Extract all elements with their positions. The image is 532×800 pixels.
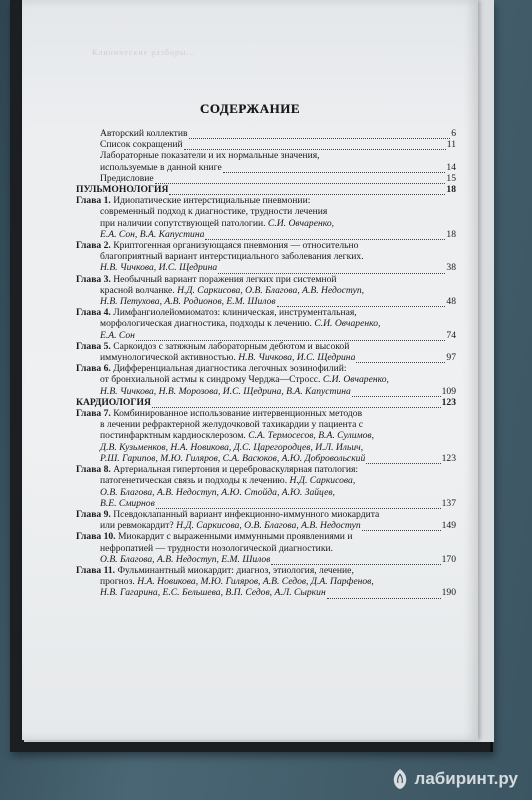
toc-page-number: 38 [446,262,456,274]
toc-page-number: 109 [441,385,456,397]
chapter-title-line: современный подход к диагностике, трудности лечения [100,206,328,218]
chapter-authors: Е.А. Сон [100,329,135,341]
chapter-authors: О.В. Благова, А.В. Недоступ, Е.М. Шилов [100,553,271,565]
leader-dots [152,399,441,408]
chapter-title-line: морфологическая диагностика, подходы к лечению. [100,318,312,330]
chapter-title: Псевдоклапанный вариант инфекционно-иммунного миокардита [113,508,380,520]
chapter-authors: Р.Ш. Гарипов, М.Ю. Гиляров, С.А. Васюков, А.Ю. Добровольский [100,452,366,464]
toc-section-cardiology[interactable] [76,397,456,408]
toc-page-number: 48 [446,296,456,308]
chapter-title: Лимфангиолейомиоматоз: клиническая, инструментальная, [113,307,357,319]
toc-chapter-11[interactable] [76,565,456,599]
chapter-title: Криптогенная организующаяся пневмония — относительно [113,240,359,252]
labirint-logo-icon [390,768,410,790]
chapter-title-line: благоприятный вариант интерстициального заболевания легких. [100,251,364,263]
toc-page-number: 170 [441,553,456,565]
chapter-number: Глава 9. [76,508,111,520]
chapter-title-line: от бронхиальной астмы к синдрому Черджа—Стросс. [100,374,321,386]
chapter-authors: С.А. Термосесов, В.А. Сулимов, [248,430,374,442]
toc-chapter-7[interactable] [76,408,456,464]
leader-dots [352,388,441,397]
toc-page-number: 14 [446,161,456,173]
toc-chapter-4[interactable] [76,307,456,341]
leader-dots [327,590,441,599]
chapter-title-line: или ревмокардит? [100,520,174,532]
chapter-number: Глава 7. [76,408,111,420]
chapter-authors: Н.В. Чичкова, Н.В. Морозова, И.С. Щедрина, В.А. Капустина [100,385,351,397]
chapter-authors: С.И. Овчаренко, [314,318,381,330]
table-of-contents [76,128,456,599]
chapter-title: Идиопатические интерстициальные пневмонии: [113,195,311,207]
toc-chapter-2[interactable] [76,240,456,274]
toc-page-number: 123 [441,396,456,408]
chapter-title: Дифференциальная диагностика легочных эозинофилий: [113,363,347,375]
chapter-authors: Д.В. Кузьменков, Н.А. Новикова, Д.С. Царегородцев, И.Л. Ильич, [100,441,364,453]
chapter-title-line: в лечении рефрактерной желудочковой тахикардии у пациента с [100,419,364,431]
leader-dots [356,354,445,363]
toc-chapter-6[interactable] [76,363,456,397]
chapter-number: Глава 8. [76,464,111,476]
chapter-title-line: постинфарктным кардиосклерозом. [100,430,246,442]
chapter-authors: Н.Д. Саркисова, [289,475,356,487]
chapter-title-line: при наличии сопутствующей патологии. [100,217,266,229]
chapter-title-line: патогенетическая связь и подходы к лечению. [100,475,288,487]
toc-page-number: 6 [451,128,456,139]
leader-dots [184,141,446,150]
chapter-title-line: нефропатией — трудности нозологической диагностики. [100,542,334,554]
leader-dots [366,455,440,464]
toc-page-number: 149 [441,520,456,532]
toc-chapter-10[interactable] [76,531,456,565]
chapter-authors: С.И. Овчаренко, [267,217,335,229]
chapter-authors: Н.В. Чичкова, И.С. Щедрина [100,262,218,274]
chapter-authors: Н.Д. Саркисова, О.В. Благова, А.В. Недоступ [176,520,361,532]
toc-chapter-5[interactable] [76,341,456,363]
chapter-title-line: красной волчанке. [100,284,175,296]
chapter-number: Глава 3. [76,273,111,285]
chapter-authors: Н.В. Чичкова, И.С. Щедрина [238,352,356,364]
leader-dots [205,231,445,240]
section-heading: ПУЛЬМОНОЛОГИЯ [76,184,169,196]
toc-page-number: 74 [446,329,456,341]
leader-dots [189,130,451,139]
toc-chapter-1[interactable] [76,195,456,240]
toc-entry-authors[interactable] [76,128,456,139]
toc-page-number: 190 [441,587,456,599]
chapter-number: Глава 11. [76,564,116,576]
chapter-authors: Н.В. Петухова, А.В. Родионов, Е.М. Шилов [100,296,276,308]
toc-chapter-3[interactable] [76,274,456,308]
toc-entry-label: Список сокращений [100,139,183,151]
toc-page-number: 15 [446,172,456,184]
leader-dots [218,265,445,274]
toc-page-number: 11 [446,139,456,151]
watermark [390,768,518,790]
toc-page-number: 123 [441,452,456,464]
chapter-number: Глава 5. [76,340,111,352]
leader-dots [136,332,445,341]
chapter-number: Глава 1. [76,195,111,207]
watermark-text: лабиринт.ру [414,769,518,788]
chapter-title-line: иммунологической активностью. [100,352,236,364]
chapter-authors: Е.А. Сон, В.А. Капустина [100,228,205,240]
chapter-authors: Н.А. Новикова, М.Ю. Гиляров, А.В. Седов, Д.А. Парфенов, [137,576,374,588]
chapter-title: Фульминантный миокардит: диагноз, этиология, лечение, [117,564,354,576]
leader-dots [155,175,446,184]
chapter-title: Артериальная гипертония и цереброваскулярная патология: [113,464,359,476]
chapter-number: Глава 4. [76,307,111,319]
toc-page-number: 97 [446,352,456,364]
chapter-authors: В.Е. Смирнов [100,497,155,509]
bleed-through-header: Клинические разборы... [92,48,196,57]
chapter-title: Миокардит с выраженными иммунными проявлениями и [117,531,353,543]
toc-section-pulmonology[interactable] [76,184,456,195]
page-title: СОДЕРЖАНИЕ [199,101,301,116]
toc-page-number: 137 [441,497,456,509]
toc-entry-label-cont: используемые в данной книге [100,161,222,173]
toc-chapter-9[interactable] [76,509,456,531]
chapter-authors: О.В. Благова, А.В. Недоступ, А.Ю. Стойда, А.Ю. Зайцев, [100,486,335,498]
leader-dots [169,186,445,195]
toc-entry-label: Авторский коллектив [100,128,188,139]
toc-entry-label: Лабораторные показатели и их нормальные значения, [100,150,320,162]
toc-page-number: 18 [446,184,456,196]
toc-page-number: 18 [446,228,456,240]
chapter-authors: Н.Д. Саркисова, О.В. Благова, А.В. Недоступ, [177,284,365,296]
toc-chapter-8[interactable] [76,464,456,509]
book-page [22,0,478,740]
leader-dots [271,556,440,565]
chapter-title-line: прогноз. [100,576,135,588]
chapter-number: Глава 10. [76,531,116,543]
toc-entry-lab-values[interactable] [76,150,456,172]
chapter-authors: С.И. Овчаренко, [322,374,389,386]
leader-dots [223,164,446,173]
chapter-title: Необычный вариант поражения легких при системной [113,273,337,285]
chapter-title: Комбинированное использование интервенционных методов [113,408,363,420]
leader-dots [277,298,446,307]
chapter-title: Саркоидоз с затяжным лабораторным дебютом и высокой [113,340,350,352]
section-heading: КАРДИОЛОГИЯ [76,396,151,408]
leader-dots [156,500,441,509]
chapter-authors: Н.В. Гагарина, Е.С. Бельшева, В.П. Седов, А.Л. Сыркин [100,587,326,599]
toc-entry-abbreviations[interactable] [76,139,456,150]
leader-dots [362,522,441,531]
toc-entry-preface[interactable] [76,173,456,184]
toc-entry-label: Предисловие [100,172,154,184]
chapter-number: Глава 2. [76,240,111,252]
chapter-number: Глава 6. [76,363,111,375]
